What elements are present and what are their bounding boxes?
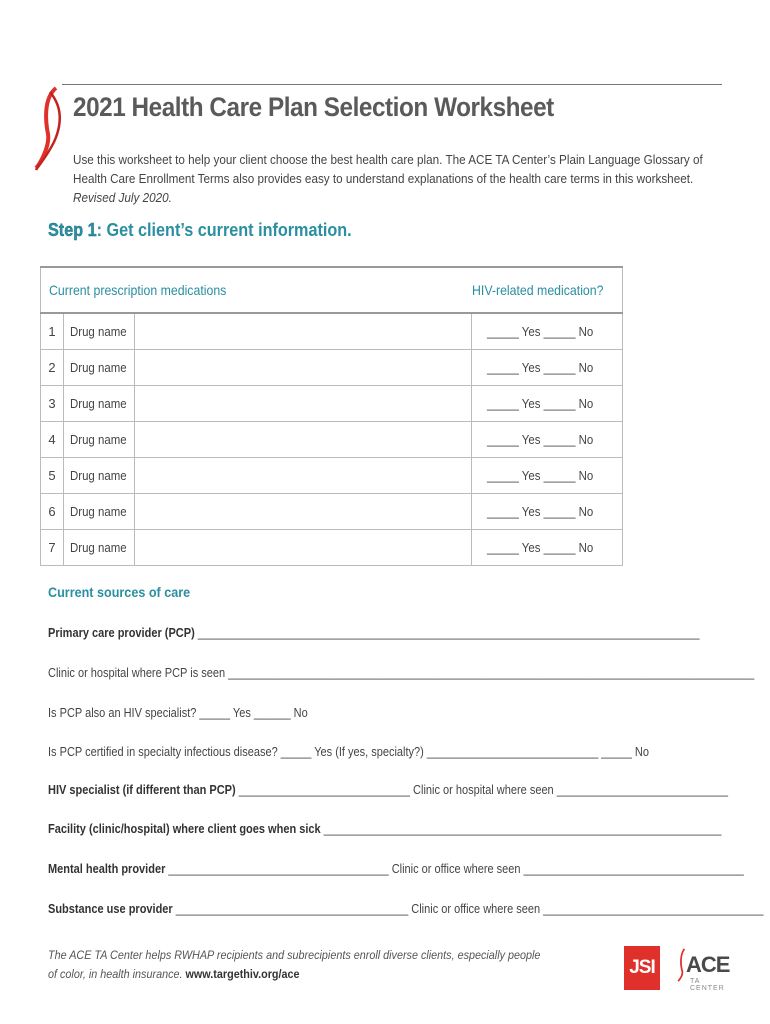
table-row xyxy=(41,458,623,494)
drug-name-input[interactable] xyxy=(135,422,472,458)
jsi-logo: JSI xyxy=(624,946,660,990)
awareness-ribbon-icon xyxy=(30,84,70,184)
row-number: 3 xyxy=(41,386,64,422)
row-number: 7 xyxy=(41,530,64,566)
table-row xyxy=(41,422,623,458)
infectious-disease-question[interactable]: Is PCP certified in specialty infectious disease? _____ Yes (If yes, specialty?) ____________________________ _____ No xyxy=(48,745,649,759)
medications-table xyxy=(40,266,623,566)
sources-heading: Current sources of care xyxy=(48,584,191,600)
drug-name-input[interactable] xyxy=(135,386,472,422)
pcp-clinic-field[interactable]: Clinic or hospital where PCP is seen ______________________________________________________________________________________ xyxy=(48,666,755,680)
footer-link[interactable]: www.targethiv.org/ace xyxy=(185,967,300,981)
hiv-related-choice[interactable]: _____ Yes _____ No xyxy=(472,530,623,566)
intro-paragraph xyxy=(73,150,703,207)
row-number: 5 xyxy=(41,458,64,494)
row-number: 1 xyxy=(41,313,64,350)
facility-field[interactable]: Facility (clinic/hospital) where client goes when sick _________________________________________________________________ xyxy=(48,822,722,836)
hiv-related-choice[interactable]: _____ Yes _____ No xyxy=(472,458,623,494)
drug-name-label: Drug name xyxy=(64,350,135,386)
table-header-row xyxy=(41,267,623,313)
drug-name-label: Drug name xyxy=(64,422,135,458)
step-text: : Get client’s current information. xyxy=(96,220,352,240)
ace-ta-center-logo xyxy=(676,942,730,992)
hiv-related-choice[interactable]: _____ Yes _____ No xyxy=(472,350,623,386)
step-number: Step 1 xyxy=(48,220,97,240)
hiv-specialist-field[interactable]: HIV specialist (if different than PCP) ____________________________ Clinic or hospital where seen ____________________________ xyxy=(48,783,729,797)
ace-logo-subtext: TA CENTER xyxy=(690,978,725,992)
row-number: 2 xyxy=(41,350,64,386)
top-rule xyxy=(62,84,722,85)
drug-name-input[interactable] xyxy=(135,350,472,386)
row-number: 4 xyxy=(41,422,64,458)
revised-date: Revised July 2020. xyxy=(73,190,172,205)
col-header-hiv-related: HIV-related medication? xyxy=(472,267,623,313)
drug-name-input[interactable] xyxy=(135,530,472,566)
drug-name-input[interactable] xyxy=(135,494,472,530)
pcp-field[interactable]: Primary care provider (PCP) __________________________________________________________________________________ xyxy=(48,626,700,640)
table-row xyxy=(41,386,623,422)
drug-name-label: Drug name xyxy=(64,494,135,530)
page-title: 2021 Health Care Plan Selection Worksheet xyxy=(73,92,554,122)
hiv-related-choice[interactable]: _____ Yes _____ No xyxy=(472,494,623,530)
table-row xyxy=(41,530,623,566)
footer-text xyxy=(48,946,540,984)
mental-health-field[interactable]: Mental health provider ____________________________________ Clinic or office where seen ____________________________________ xyxy=(48,862,744,876)
drug-name-input[interactable] xyxy=(135,313,472,350)
hiv-related-choice[interactable]: _____ Yes _____ No xyxy=(472,422,623,458)
substance-use-field[interactable]: Substance use provider ______________________________________ Clinic or office where seen ____________________________________ xyxy=(48,902,764,916)
footer-line-2: of color, in health insurance. xyxy=(48,967,183,981)
intro-text: Use this worksheet to help your client choose the best health care plan. The ACE TA Center’s Plain Language Glossary of Health Care Enrollment Terms also provides easy to understand explanations of the health care terms in this worksheet. xyxy=(73,152,703,186)
step-1-heading xyxy=(48,220,352,241)
ace-logo-text: ACE xyxy=(686,952,730,977)
footer-line-1: The ACE TA Center helps RWHAP recipients and subrecipients enroll diverse clients, especially people xyxy=(48,948,541,962)
hiv-related-choice[interactable]: _____ Yes _____ No xyxy=(472,386,623,422)
table-row xyxy=(41,494,623,530)
hiv-related-choice[interactable]: _____ Yes _____ No xyxy=(472,313,623,350)
table-row xyxy=(41,350,623,386)
drug-name-label: Drug name xyxy=(64,386,135,422)
col-header-medications: Current prescription medications xyxy=(41,267,472,313)
drug-name-label: Drug name xyxy=(64,458,135,494)
drug-name-input[interactable] xyxy=(135,458,472,494)
drug-name-label: Drug name xyxy=(64,313,135,350)
drug-name-label: Drug name xyxy=(64,530,135,566)
table-row xyxy=(41,313,623,350)
hiv-specialist-question[interactable]: Is PCP also an HIV specialist? _____ Yes ______ No xyxy=(48,706,308,720)
row-number: 6 xyxy=(41,494,64,530)
